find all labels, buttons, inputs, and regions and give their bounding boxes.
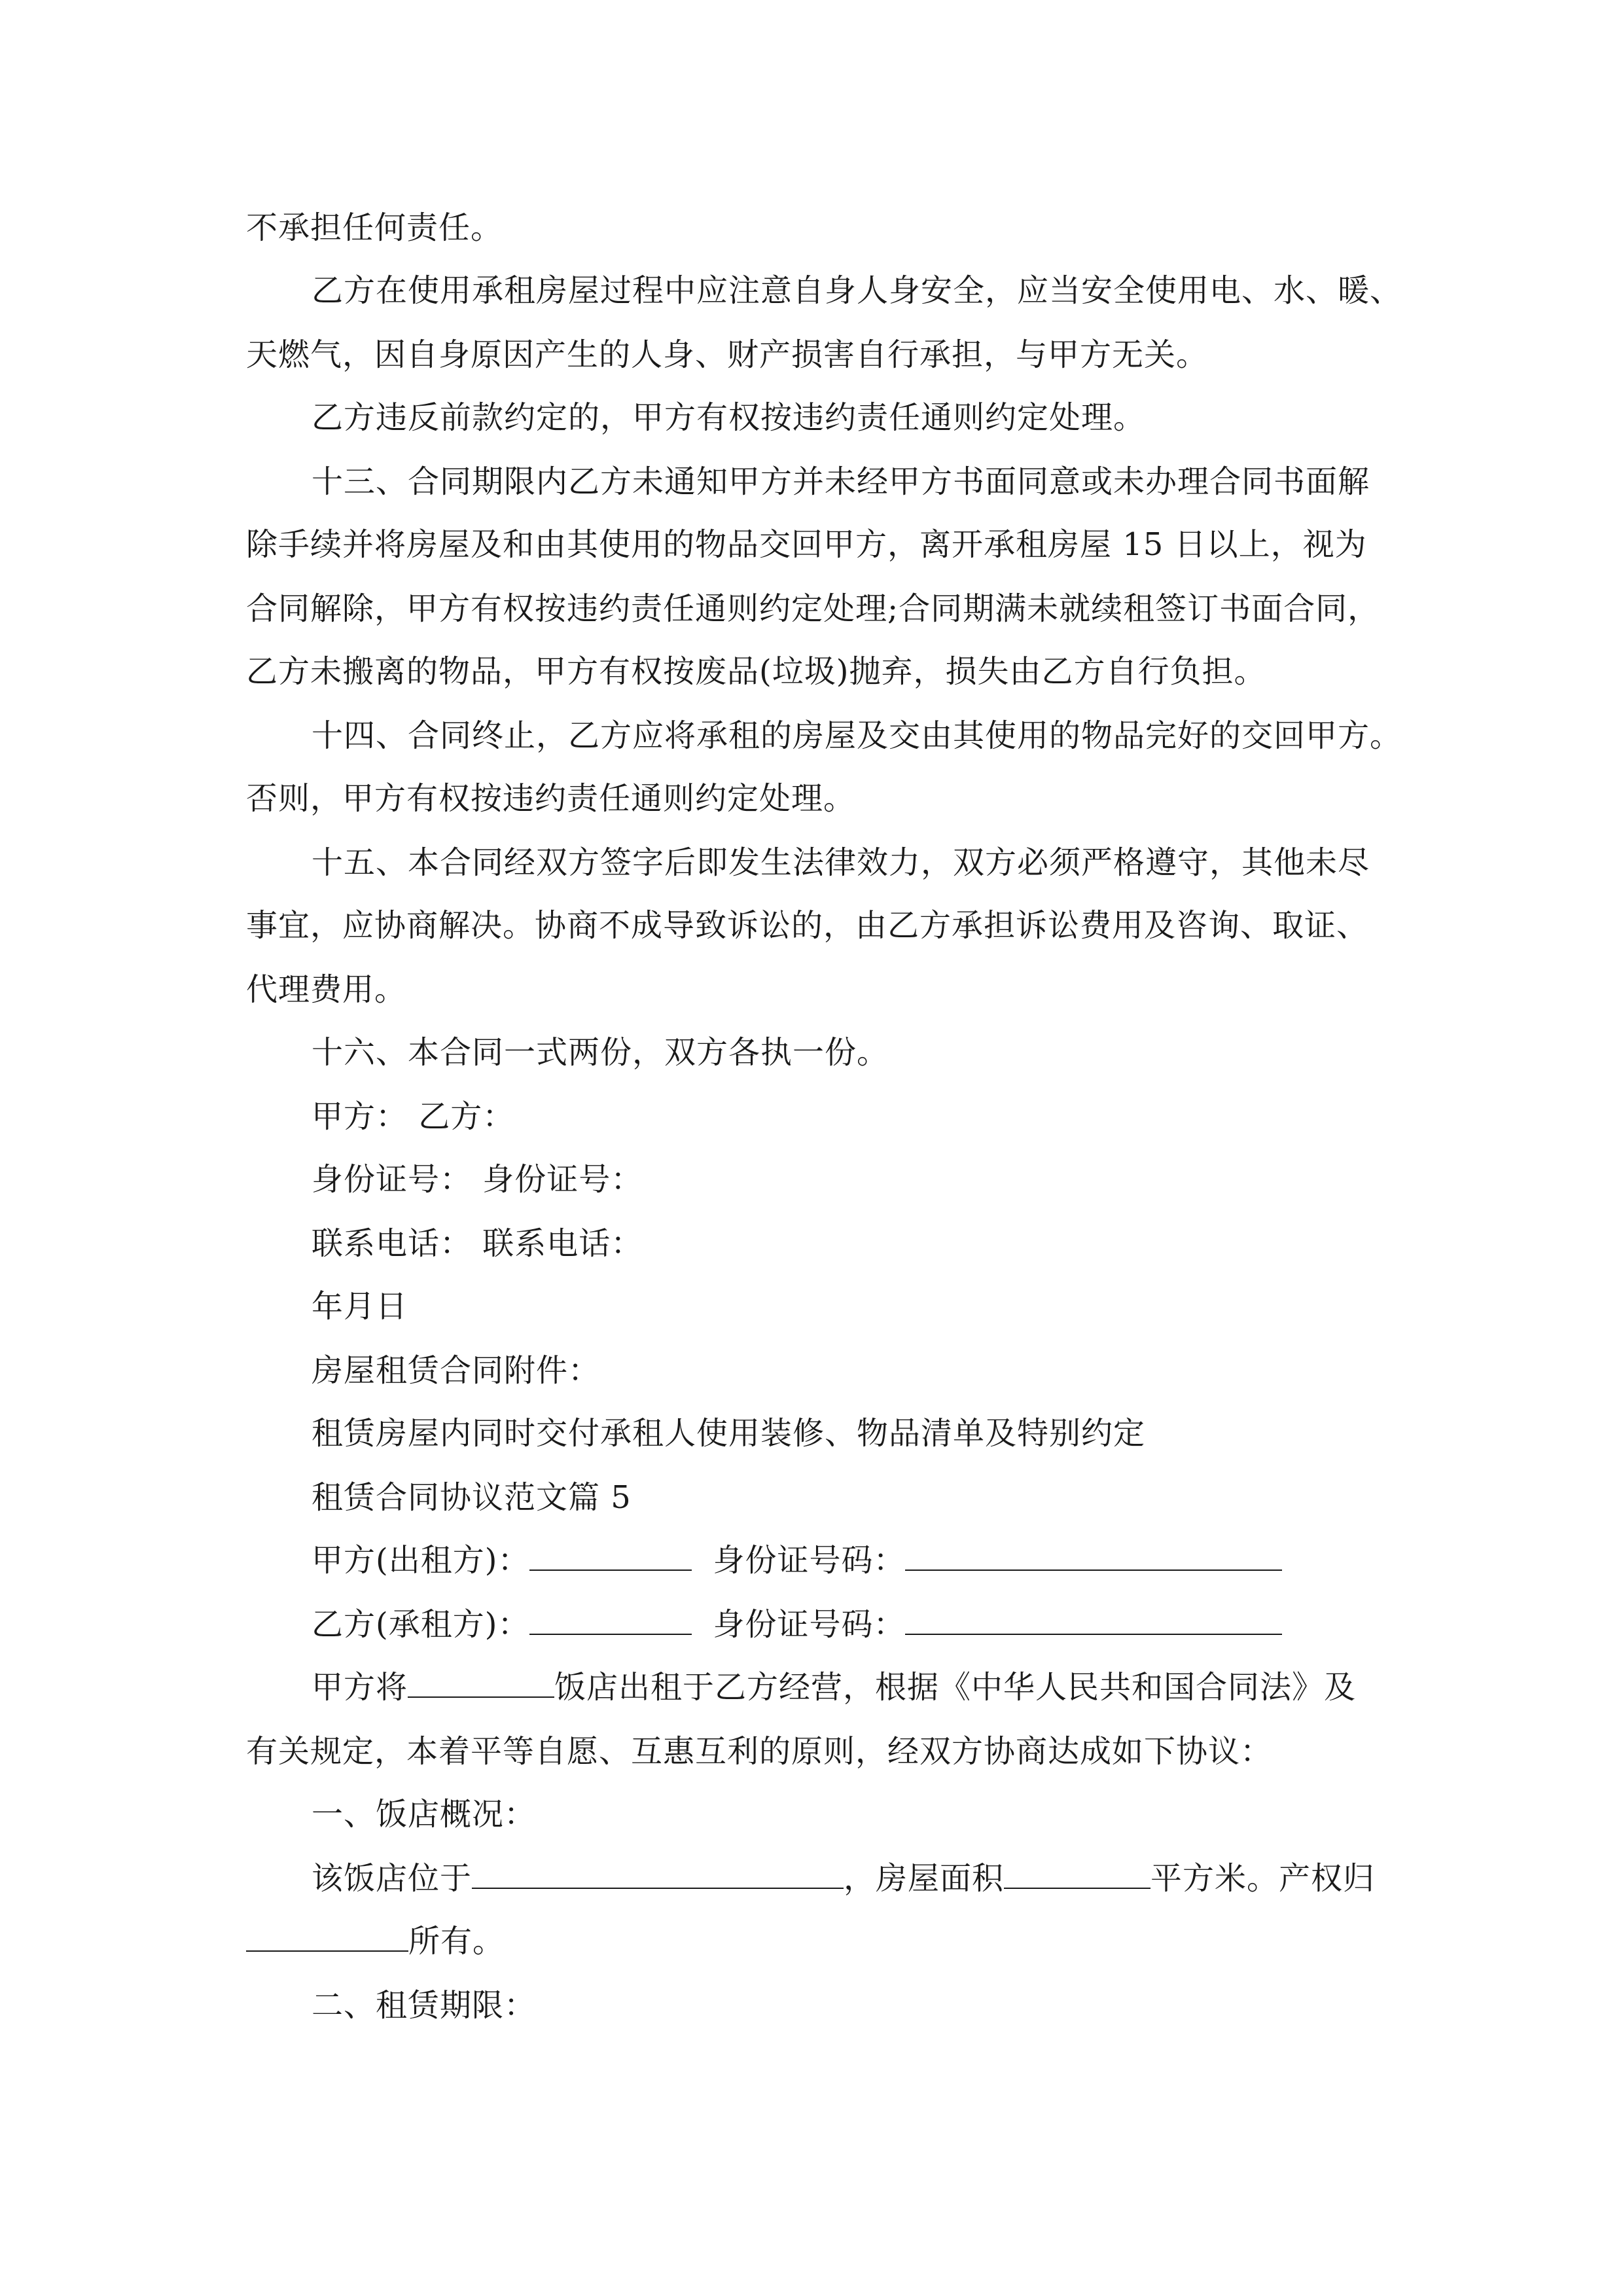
restaurant-line [312, 1668, 1356, 1707]
paragraph-line: 十三、合同期限内乙方未通知甲方并未经甲方书面同意或未办理合同书面解 [312, 463, 1370, 500]
party-a-name-blank[interactable] [529, 1541, 692, 1571]
signature-date-line: 年月日 [312, 1288, 408, 1325]
paragraph-line: 除手续并将房屋及和由其使用的物品交回甲方，离开承租房屋 15 日以上，视为 [246, 526, 1367, 563]
paragraph-line: 不承担任何责任。 [246, 209, 503, 246]
restaurant-prefix: 甲方将 [312, 1669, 408, 1706]
paragraph-line: 有关规定，本着平等自愿、互惠互利的原则，经双方协商达成如下协议： [246, 1733, 1273, 1770]
paragraph-line: 合同解除，甲方有权按违约责任通则约定处理;合同期满未就续租签订书面合同， [246, 590, 1380, 627]
area-blank[interactable] [1004, 1859, 1150, 1889]
location-line [312, 1859, 1375, 1898]
section-heading: 租赁合同协议范文篇 5 [312, 1479, 632, 1516]
party-a-label: 甲方(出租方)： [312, 1542, 530, 1579]
party-a-id-label: 身份证号码： [713, 1542, 906, 1579]
party-a-row [312, 1541, 1282, 1580]
section-heading: 一、饭店概况： [312, 1796, 537, 1833]
party-b-id-label: 身份证号码： [713, 1606, 906, 1643]
party-a-id-blank[interactable] [905, 1541, 1282, 1571]
restaurant-name-blank[interactable] [408, 1668, 554, 1698]
paragraph-line: 十四、合同终止，乙方应将承租的房屋及交由其使用的物品完好的交回甲方。 [312, 717, 1402, 754]
paragraph-line: 否则，甲方有权按违约责任通则约定处理。 [246, 780, 856, 817]
paragraph-line: 乙方违反前款约定的，甲方有权按违约责任通则约定处理。 [312, 399, 1146, 436]
restaurant-suffix: 饭店出租于乙方经营，根据《中华人民共和国合同法》及 [554, 1669, 1357, 1706]
party-b-label: 乙方(承租方)： [312, 1606, 530, 1643]
location-blank[interactable] [472, 1859, 844, 1889]
ownership-blank[interactable] [246, 1922, 408, 1952]
appendix-title: 房屋租赁合同附件： [312, 1352, 601, 1389]
appendix-line: 租赁房屋内同时交付承租人使用装修、物品清单及特别约定 [312, 1415, 1146, 1452]
location-prefix: 该饭店位于 [312, 1860, 473, 1897]
paragraph-line: 代理费用。 [246, 971, 407, 1008]
signature-party-line: 甲方： 乙方： [312, 1098, 515, 1135]
party-b-id-blank[interactable] [905, 1605, 1282, 1635]
area-label: ，房屋面积 [844, 1860, 1005, 1897]
signature-phone-line: 联系电话： 联系电话： [312, 1225, 643, 1262]
signature-id-line: 身份证号： 身份证号： [312, 1161, 643, 1198]
paragraph-line: 天燃气，因自身原因产生的人身、财产损害自行承担，与甲方无关。 [246, 336, 1209, 373]
ownership-line [246, 1922, 505, 1961]
section-heading: 二、租赁期限： [312, 1987, 537, 2024]
paragraph-line: 乙方在使用承租房屋过程中应注意自身人身安全，应当安全使用电、水、暖、 [312, 272, 1402, 309]
paragraph-line: 乙方未搬离的物品，甲方有权按废品(垃圾)抛弃，损失由乙方自行负担。 [246, 653, 1266, 690]
paragraph-line: 事宜，应协商解决。协商不成导致诉讼的，由乙方承担诉讼费用及咨询、取证、 [246, 907, 1369, 944]
ownership-suffix: 所有。 [408, 1923, 505, 1960]
area-suffix: 平方米。产权归 [1150, 1860, 1376, 1897]
paragraph-line: 十六、本合同一式两份，双方各执一份。 [312, 1034, 889, 1071]
party-b-name-blank[interactable] [529, 1605, 692, 1635]
paragraph-line: 十五、本合同经双方签字后即发生法律效力，双方必须严格遵守，其他未尽 [312, 844, 1370, 881]
party-b-row [312, 1605, 1282, 1644]
